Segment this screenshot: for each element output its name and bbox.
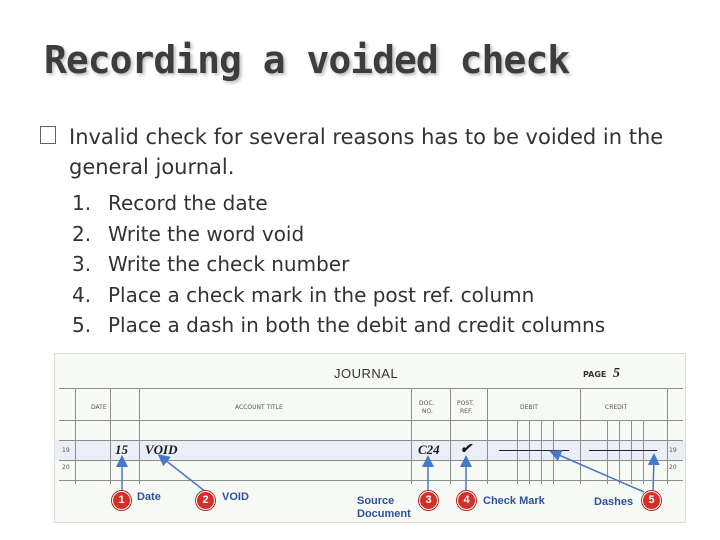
- list-item-number: 1.: [72, 191, 92, 215]
- callout-date-label: Date: [137, 491, 161, 503]
- list-item-text: Place a dash in both the debit and credit columns: [108, 313, 606, 337]
- page-title: Recording a voided check: [44, 38, 570, 82]
- row-number-right: 20: [669, 464, 677, 471]
- arrow-void: [160, 456, 206, 492]
- arrow-dashes-debit: [552, 452, 644, 492]
- journal-page-label: PAGE: [583, 370, 607, 379]
- check-mark-icon: ✔: [460, 442, 472, 457]
- callout-number-badge: 2: [196, 491, 215, 510]
- callout-void-label: VOID: [222, 491, 249, 503]
- list-item-text: Write the check number: [108, 252, 350, 276]
- callout-number-badge: 3: [419, 491, 438, 510]
- bullet-text: Invalid check for several reasons has to be voided in the general journal.: [69, 125, 664, 179]
- journal-page-number: 5: [613, 366, 620, 381]
- row-number: 19: [62, 447, 70, 454]
- header-doc-no-line1: DOC.: [419, 400, 435, 407]
- callout-number-badge: 4: [457, 491, 476, 510]
- callout-number-badge: 1: [112, 491, 131, 510]
- list-item-text: Write the word void: [108, 221, 305, 246]
- list-item-number: 5.: [72, 313, 92, 337]
- callout-source-label-line2: Document: [357, 508, 411, 520]
- header-debit: DEBIT: [520, 404, 538, 411]
- callout-check-mark-label: Check Mark: [483, 495, 545, 507]
- header-post-ref-line1: POST.: [457, 400, 475, 407]
- header-doc-no-line2: NO.: [422, 408, 433, 415]
- row-number: 20: [62, 464, 70, 471]
- callout-number-badge: 5: [642, 491, 661, 510]
- header-credit: CREDIT: [605, 404, 628, 411]
- list-item-text: Place a check mark in the post ref. column: [108, 282, 535, 307]
- entry-day: 15: [115, 442, 128, 457]
- header-date: DATE: [91, 404, 107, 411]
- entry-account: VOID: [145, 442, 178, 457]
- callout-dashes-label: Dashes: [594, 496, 634, 508]
- entry-doc-no: C24: [418, 442, 440, 457]
- list-item-text: Record the date: [108, 191, 268, 215]
- arrow-dashes-credit: [653, 456, 654, 492]
- journal-title: JOURNAL: [334, 366, 399, 381]
- callout-source-label-line1: Source: [357, 495, 395, 507]
- list-item-number: 3.: [72, 252, 92, 276]
- header-post-ref-line2: REF.: [460, 408, 473, 415]
- list-item-number: 2.: [72, 221, 92, 246]
- header-account-title: ACCOUNT TITLE: [235, 404, 283, 411]
- row-number-right: 19: [669, 447, 677, 454]
- list-item-number: 4.: [72, 282, 92, 307]
